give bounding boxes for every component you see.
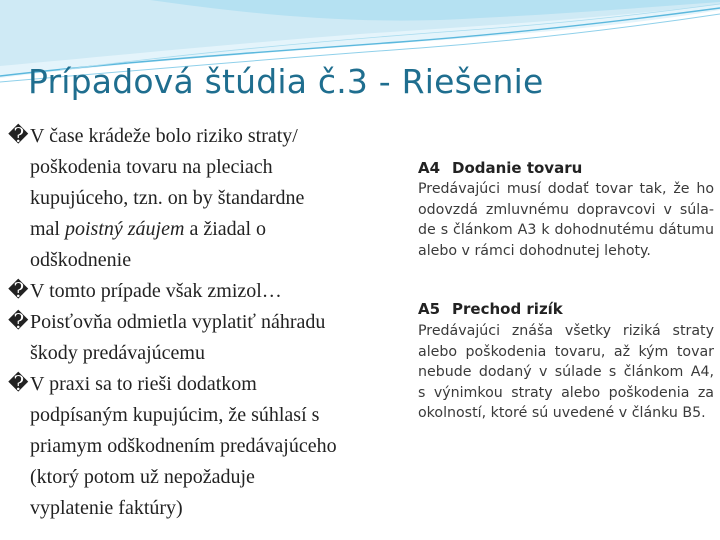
bullet-text: mal: [30, 218, 65, 240]
bullet-item: [8, 369, 428, 524]
bullet-line: V čase krádeže bolo riziko straty/: [30, 125, 298, 147]
article-line: alebo v rámci dohodnutej lehoty.: [418, 242, 651, 259]
article-title: Dodanie tovaru: [452, 159, 583, 177]
article-line: Predávajúci musí dodať tovar tak, že ho: [418, 181, 714, 197]
bullet-line: V praxi sa to rieši dodatkom: [30, 373, 257, 395]
bullet-item: [8, 307, 428, 369]
article-a5-text: [418, 321, 714, 424]
bullet-line: [30, 214, 428, 245]
bullet-line: škody predávajúcemu: [30, 342, 205, 364]
article-line: Predávajúci znáša všetky riziká straty: [418, 323, 714, 339]
article-a4-text: [418, 179, 714, 261]
bullet-list: [8, 121, 428, 524]
bullet-line: (ktorý potom už nepožaduje: [30, 466, 255, 488]
italic-term: poistný záujem: [65, 218, 185, 240]
bullet-marker-icon: �: [8, 311, 29, 333]
bullet-line: poškodenia tovaru na pleciach: [30, 156, 273, 178]
slide-title: Prípadová štúdia č.3 - Riešenie: [28, 62, 544, 101]
bullet-marker-icon: �: [8, 125, 29, 147]
bullet-marker-icon: �: [8, 280, 29, 302]
bullet-text: a žiadal o: [184, 218, 267, 240]
bullet-line: priamym odškodnením predávajúceho: [30, 435, 337, 457]
article-line: okolností, ktoré sú uvedené v článku B5.: [418, 405, 706, 421]
bullet-line: vyplatenie faktúry): [30, 497, 183, 519]
article-number: A4: [418, 159, 441, 177]
incoterms-excerpt-image: [410, 155, 718, 421]
article-title: Prechod rizík: [452, 300, 563, 318]
bullet-line: podpísaným kupujúcim, že súhlasí s: [30, 404, 320, 426]
bullet-item: [8, 276, 428, 307]
article-a5-heading: [418, 300, 563, 318]
bullet-line: V tomto prípade však zmizol…: [30, 280, 282, 302]
article-number: A5: [418, 300, 441, 318]
bullet-line: kupujúceho, tzn. on by štandardne: [30, 187, 305, 209]
article-line: odovzdá zmluvnému dopravcovi v súla-: [418, 201, 714, 218]
article-line: nebude dodaný v súlade s článkom A4,: [418, 364, 714, 380]
bullet-item: [8, 121, 428, 276]
bullet-marker-icon: �: [8, 373, 29, 395]
bullet-line: Poisťovňa odmietla vyplatiť náhradu: [30, 311, 326, 333]
bullet-line: odškodnenie: [30, 249, 132, 271]
article-line: alebo poškodenia tovaru, až kým tovar: [418, 343, 714, 360]
article-line: de s článkom A3 k dohodnutému dátumu: [418, 222, 714, 238]
article-a4-heading: [418, 159, 582, 177]
article-line: s výnimkou straty alebo poškodenia za: [418, 384, 714, 401]
